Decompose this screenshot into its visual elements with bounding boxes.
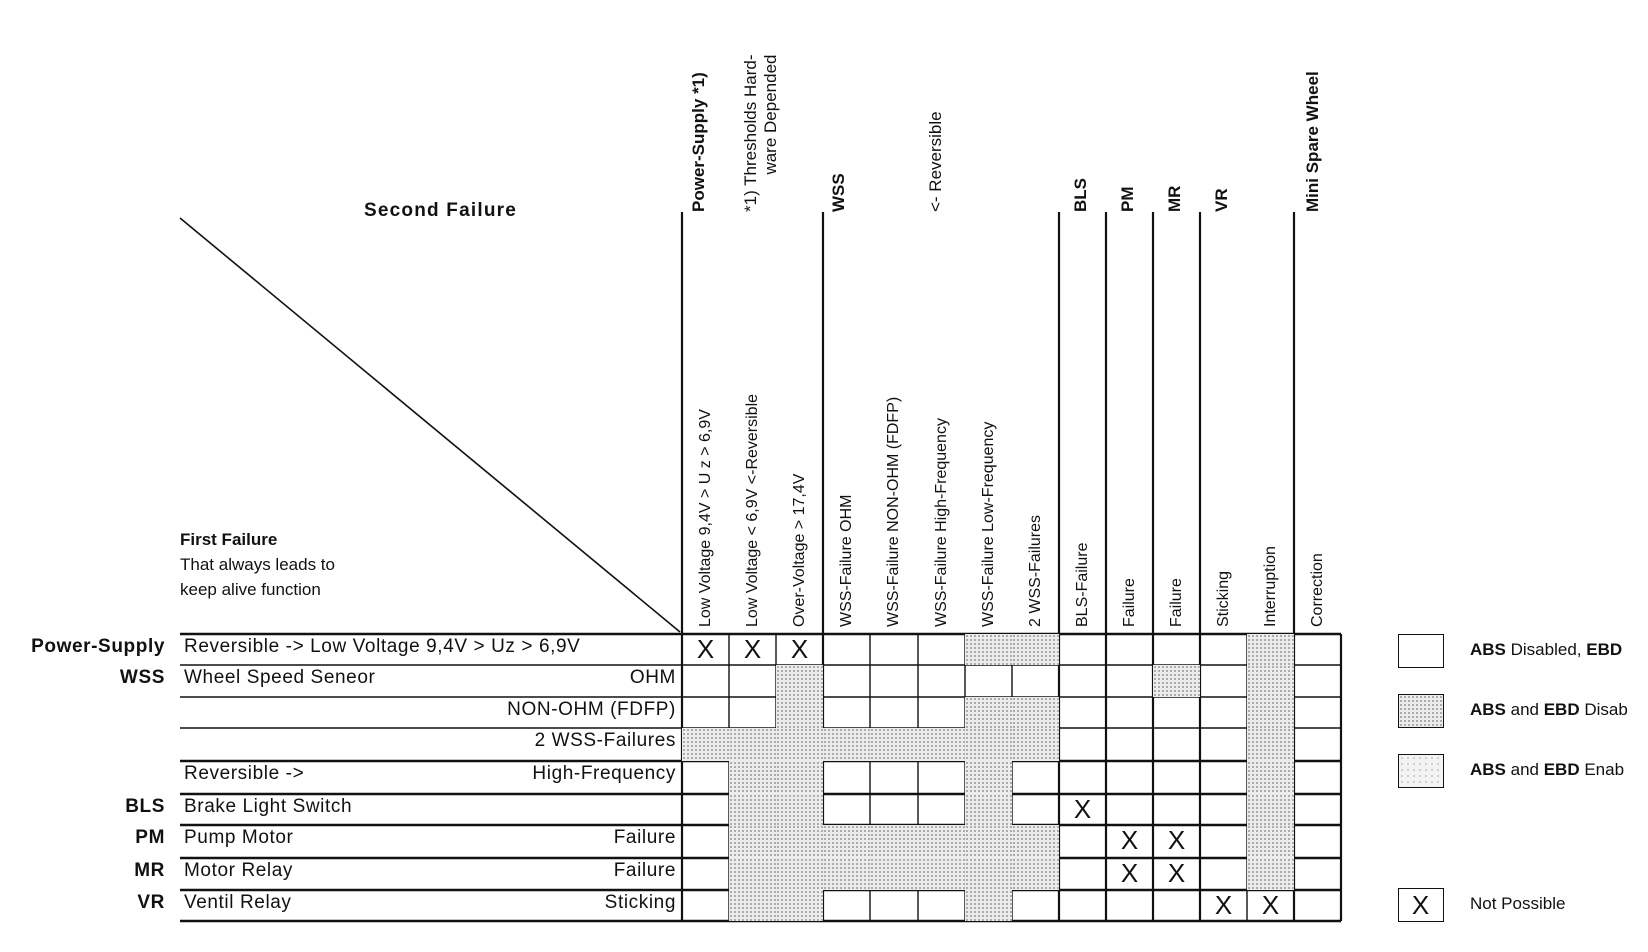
matrix-cell xyxy=(682,890,729,921)
matrix-cell xyxy=(1059,890,1106,921)
row-code: MR xyxy=(134,860,165,881)
matrix-cell xyxy=(1200,794,1247,825)
not-possible-mark: X xyxy=(1167,825,1186,855)
matrix-cell xyxy=(776,697,823,728)
legend-label-part: Not Possible xyxy=(1470,894,1566,913)
group-header-line: *1) Thresholds Hard- xyxy=(741,54,760,212)
legend-label-part: Enab xyxy=(1579,760,1625,779)
row-detail: Failure xyxy=(613,860,676,881)
matrix-cell xyxy=(1247,634,1294,665)
row-code: PM xyxy=(135,827,165,848)
matrix-cell xyxy=(729,728,776,761)
group-header-rev xyxy=(926,111,946,212)
matrix-cell xyxy=(918,890,965,921)
legend-label xyxy=(1470,700,1646,720)
matrix-cell xyxy=(1106,697,1153,728)
group-header-mr xyxy=(1165,186,1185,212)
column-header: Failure xyxy=(1121,578,1138,627)
column-header: Low Voltage 9,4V > U z > 6,9V xyxy=(697,409,714,627)
column-header: 2 WSS-Failures xyxy=(1027,514,1044,627)
matrix-cell xyxy=(682,665,729,697)
matrix-cell xyxy=(918,728,965,761)
group-header-note xyxy=(741,55,781,212)
matrix-cell xyxy=(1294,794,1341,825)
matrix-cell xyxy=(870,665,918,697)
row-code: Power-Supply xyxy=(31,636,165,657)
matrix-cell xyxy=(1012,761,1059,794)
row-code: BLS xyxy=(125,796,165,817)
not-possible-mark: X xyxy=(1214,890,1233,920)
not-possible-mark: X xyxy=(790,634,809,664)
matrix-cell xyxy=(1247,761,1294,794)
column-header: WSS-Failure High-Frequency xyxy=(933,418,950,627)
row-detail: 2 WSS-Failures xyxy=(534,730,676,751)
matrix-cell xyxy=(729,890,776,921)
matrix-cell xyxy=(823,634,870,665)
column-header: WSS-Failure OHM xyxy=(838,494,855,627)
matrix-cell xyxy=(1200,858,1247,890)
matrix-cell xyxy=(823,697,870,728)
matrix-cell xyxy=(1106,634,1153,665)
matrix-cell xyxy=(918,665,965,697)
matrix-cell xyxy=(1106,794,1153,825)
group-header-line: Power-Supply *1) xyxy=(689,72,708,212)
row-detail: Failure xyxy=(613,827,676,848)
group-header-wss xyxy=(829,173,849,212)
matrix-cell xyxy=(776,858,823,890)
first-failure-heading: First Failure xyxy=(180,530,278,549)
row-detail: High-Frequency xyxy=(532,763,676,784)
column-header: WSS-Failure Low-Frequency xyxy=(980,421,997,627)
matrix-cell xyxy=(1106,665,1153,697)
matrix-cell xyxy=(776,890,823,921)
matrix-cell xyxy=(1247,825,1294,858)
legend-label-part: EBD xyxy=(1586,640,1623,659)
matrix-cell xyxy=(1106,728,1153,761)
matrix-cell xyxy=(1059,728,1106,761)
matrix-cell xyxy=(1106,761,1153,794)
matrix-cell xyxy=(965,728,1012,761)
matrix-cell xyxy=(1153,697,1200,728)
legend-swatch xyxy=(1398,888,1444,922)
not-possible-mark: X xyxy=(1261,890,1280,920)
row-detail: NON-OHM (FDFP) xyxy=(507,699,676,720)
matrix-cell xyxy=(870,794,918,825)
row-name: Ventil Relay xyxy=(184,892,292,913)
matrix-cell xyxy=(823,728,870,761)
not-possible-mark: X xyxy=(1120,825,1139,855)
matrix-cell xyxy=(729,697,776,728)
matrix-cell xyxy=(1200,697,1247,728)
group-header-line: MR xyxy=(1165,185,1184,212)
not-possible-mark: X xyxy=(743,634,762,664)
matrix-cell xyxy=(1153,728,1200,761)
legend-label-part: and xyxy=(1505,760,1544,779)
column-header: Over-Voltage > 17,4V xyxy=(791,473,808,627)
legend-label xyxy=(1470,894,1646,914)
matrix-cell xyxy=(918,825,965,858)
matrix-cell xyxy=(682,825,729,858)
matrix-cell xyxy=(918,697,965,728)
matrix-cell xyxy=(965,634,1012,665)
matrix-cell xyxy=(682,858,729,890)
matrix-cell xyxy=(918,794,965,825)
matrix-cell xyxy=(1059,634,1106,665)
matrix-cell xyxy=(1153,634,1200,665)
row-name: Motor Relay xyxy=(184,860,294,881)
matrix-cell xyxy=(776,761,823,794)
row-detail: OHM xyxy=(629,667,676,688)
column-header: Interruption xyxy=(1262,546,1279,627)
legend-label-part: EBD xyxy=(1543,760,1580,779)
group-header-line: WSS xyxy=(829,173,848,212)
matrix-cell xyxy=(870,697,918,728)
row-name: Reversible -> Low Voltage 9,4V > Uz > 6,9V xyxy=(184,636,581,657)
matrix-cell xyxy=(776,665,823,697)
group-header-line: BLS xyxy=(1071,178,1090,212)
matrix-cell xyxy=(870,825,918,858)
matrix-cell xyxy=(823,665,870,697)
legend-label-part: ABS xyxy=(1470,700,1506,719)
matrix-cell xyxy=(1012,858,1059,890)
matrix-cell xyxy=(1059,858,1106,890)
matrix-cell xyxy=(1012,728,1059,761)
row-code: VR xyxy=(137,892,165,913)
matrix-cell xyxy=(682,794,729,825)
matrix-cell xyxy=(1059,761,1106,794)
matrix-cell xyxy=(1012,634,1059,665)
matrix-cell xyxy=(965,858,1012,890)
legend-label-part: and xyxy=(1505,700,1544,719)
matrix-cell xyxy=(1012,825,1059,858)
matrix-cell xyxy=(1294,634,1341,665)
not-possible-mark: X xyxy=(1073,794,1092,824)
matrix-cell xyxy=(823,825,870,858)
row-name: Pump Motor xyxy=(184,827,294,848)
matrix-cell xyxy=(1012,794,1059,825)
matrix-cell xyxy=(1294,825,1341,858)
matrix-cell xyxy=(1153,890,1200,921)
matrix-cell xyxy=(1012,890,1059,921)
group-header-line: VR xyxy=(1212,188,1231,212)
matrix-cell xyxy=(870,728,918,761)
matrix-cell xyxy=(729,665,776,697)
legend-label-part: EBD xyxy=(1543,700,1580,719)
matrix-cell xyxy=(682,728,729,761)
matrix-cell xyxy=(870,858,918,890)
not-possible-mark: X xyxy=(1120,858,1139,888)
legend-label-part: Disabled, xyxy=(1505,640,1587,659)
matrix-cell xyxy=(1153,761,1200,794)
matrix-cell xyxy=(729,794,776,825)
matrix-cell xyxy=(1200,728,1247,761)
first-failure-note-line1: That always leads to xyxy=(180,555,335,574)
group-header-line: <- Reversible xyxy=(926,111,945,212)
second-failure-heading: Second Failure xyxy=(364,200,518,221)
row-name: Brake Light Switch xyxy=(184,796,353,817)
group-header-line: ware Depended xyxy=(761,54,780,175)
matrix-cell xyxy=(823,794,870,825)
legend-swatch xyxy=(1398,754,1444,788)
legend-swatch xyxy=(1398,634,1444,668)
group-header-power xyxy=(689,72,709,212)
matrix-cell xyxy=(965,761,1012,794)
group-header-msw xyxy=(1303,71,1323,212)
legend-x-mark: X xyxy=(1411,890,1430,920)
matrix-cell xyxy=(729,825,776,858)
legend-label-part: Disab xyxy=(1579,700,1628,719)
matrix-cell xyxy=(1294,697,1341,728)
matrix-cell xyxy=(776,825,823,858)
matrix-cell xyxy=(1200,665,1247,697)
matrix-cell xyxy=(1247,728,1294,761)
matrix-cell xyxy=(729,858,776,890)
row-name: Reversible -> xyxy=(184,763,305,784)
column-header: Failure xyxy=(1168,578,1185,627)
group-header-pm xyxy=(1118,187,1138,213)
matrix-cell xyxy=(1247,665,1294,697)
column-header: Correction xyxy=(1309,553,1326,627)
matrix-cell xyxy=(682,697,729,728)
matrix-cell xyxy=(1247,697,1294,728)
first-failure-note-line2: keep alive function xyxy=(180,580,321,599)
group-header-line: PM xyxy=(1118,186,1137,212)
legend-label xyxy=(1470,760,1646,780)
matrix-cell xyxy=(1059,697,1106,728)
matrix-cell xyxy=(870,634,918,665)
matrix-cell xyxy=(1106,890,1153,921)
not-possible-mark: X xyxy=(696,634,715,664)
matrix-cell xyxy=(1247,794,1294,825)
matrix-cell xyxy=(965,890,1012,921)
matrix-cell xyxy=(1294,858,1341,890)
matrix-cell xyxy=(1294,761,1341,794)
matrix-cell xyxy=(1059,825,1106,858)
matrix-cell xyxy=(1200,825,1247,858)
matrix-cell xyxy=(682,761,729,794)
matrix-cell xyxy=(1059,665,1106,697)
matrix-cell xyxy=(1153,665,1200,697)
column-header: Low Voltage < 6,9V <-Reversible xyxy=(744,393,761,627)
matrix-cell xyxy=(870,890,918,921)
matrix-cell xyxy=(1012,697,1059,728)
matrix-cell xyxy=(870,761,918,794)
column-header: WSS-Failure NON-OHM (FDFP) xyxy=(885,396,902,627)
legend-swatch xyxy=(1398,694,1444,728)
matrix-cell xyxy=(823,858,870,890)
column-header: BLS-Failure xyxy=(1074,542,1091,627)
row-name: Wheel Speed Seneor xyxy=(184,667,376,688)
matrix-cell xyxy=(965,665,1012,697)
not-possible-mark: X xyxy=(1167,858,1186,888)
legend-label-part: ABS xyxy=(1470,760,1506,779)
matrix-cell xyxy=(1294,728,1341,761)
legend-label-part: ABS xyxy=(1470,640,1506,659)
matrix-cell xyxy=(776,794,823,825)
matrix-cell xyxy=(918,761,965,794)
group-header-vr xyxy=(1212,188,1232,212)
matrix-cell xyxy=(918,858,965,890)
matrix-cell xyxy=(1294,890,1341,921)
matrix-cell xyxy=(776,728,823,761)
row-detail: Sticking xyxy=(604,892,676,913)
matrix-cell xyxy=(1247,858,1294,890)
matrix-cell xyxy=(965,825,1012,858)
matrix-cell xyxy=(1200,634,1247,665)
matrix-cell xyxy=(965,697,1012,728)
matrix-cell xyxy=(965,794,1012,825)
matrix-cell xyxy=(918,634,965,665)
matrix-cell xyxy=(823,761,870,794)
group-header-line: Mini Spare Wheel xyxy=(1303,71,1322,212)
column-header: Sticking xyxy=(1215,570,1232,627)
row-code: WSS xyxy=(119,667,165,688)
matrix-cell xyxy=(729,761,776,794)
matrix-cell xyxy=(823,890,870,921)
group-header-bls xyxy=(1071,178,1091,212)
matrix-cell xyxy=(1200,761,1247,794)
matrix-cell xyxy=(1294,665,1341,697)
matrix-cell xyxy=(1012,665,1059,697)
legend-label xyxy=(1470,640,1646,660)
matrix-cell xyxy=(1153,794,1200,825)
